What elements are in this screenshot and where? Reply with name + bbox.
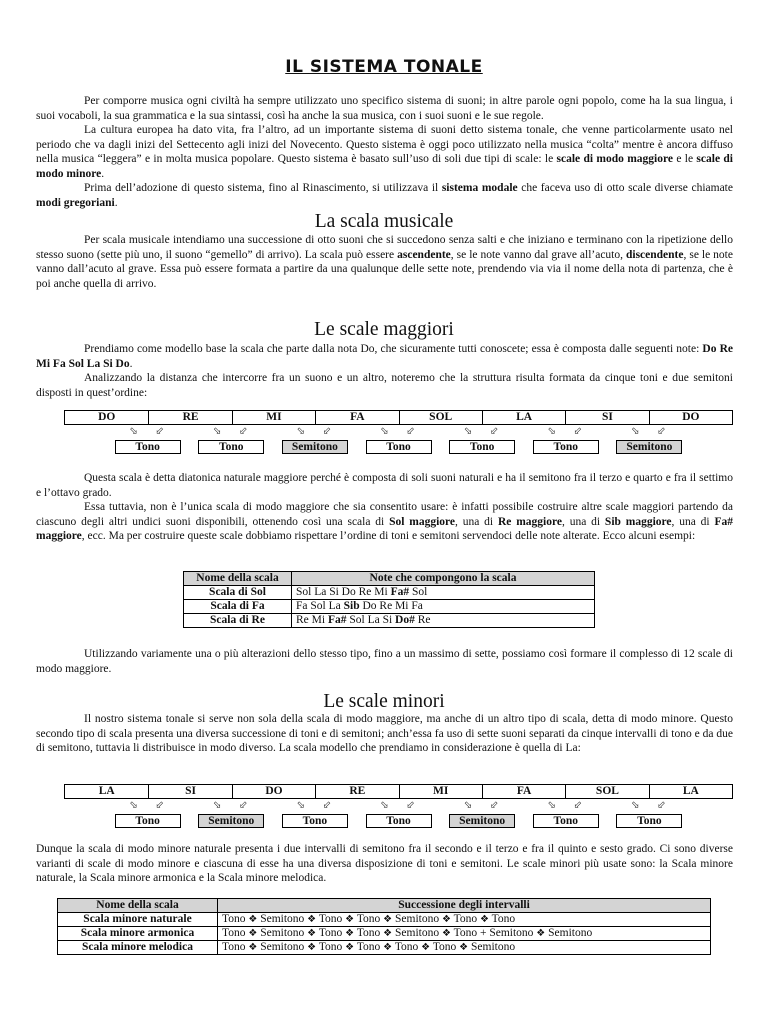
text-run: , se le note vanno dal grave all’acuto, xyxy=(450,248,626,261)
page-title: IL SISTEMA TONALE xyxy=(285,57,483,77)
intro-paragraph-1 xyxy=(36,94,733,123)
bold-text: Do# xyxy=(395,614,415,626)
interval-label: Tono xyxy=(432,941,457,953)
scale-maggiori-intro xyxy=(36,342,733,400)
separator-icon: ❖ xyxy=(383,928,393,939)
arrow-down-left-icon: ⬃ xyxy=(573,426,582,437)
bold-text: scale di modo minore xyxy=(36,153,733,180)
intro-paragraph-2 xyxy=(36,123,733,181)
text-run: Prendiamo come modello base la scala che parte dalla nota Do, che sicuramente tutti conoscete; essa è composta dalle seguenti note: xyxy=(84,343,703,355)
scale-note: DO xyxy=(98,411,116,423)
scale-name-cell: Scala di Fa xyxy=(184,600,292,614)
tone-step: Tono xyxy=(616,814,682,828)
interval-label: Semitono xyxy=(260,927,305,939)
text-run: . xyxy=(129,357,133,370)
separator-icon: ❖ xyxy=(307,914,317,925)
table-row xyxy=(58,941,711,955)
text-run: , una di xyxy=(561,515,605,528)
separator-icon: ❖ xyxy=(345,928,355,939)
scale-note: FA xyxy=(482,785,565,798)
table-header-row xyxy=(58,899,711,913)
arrow-down-right-icon: ⬂ xyxy=(631,800,640,811)
separator-icon: ❖ xyxy=(248,914,258,925)
text-run: Prima dell’adozione di questo sistema, fino al Rinascimento, si utilizzava il xyxy=(84,182,442,194)
minor-scales-table xyxy=(57,898,711,955)
text-run: , se le note vanno dall’acuto al grave. Essa può essere formata a partire da una qualunque delle sette note, prendendo via via il nome della nota di partenza, che è poi anche quella di arrivo. xyxy=(36,248,733,290)
interval-label: Semitono xyxy=(260,913,305,925)
arrow-down-left-icon: ⬃ xyxy=(155,426,164,437)
separator-icon: ❖ xyxy=(441,928,451,939)
text-run: Sol La Si Do Re Mi xyxy=(296,586,391,598)
arrow-down-right-icon: ⬂ xyxy=(296,800,306,811)
interval-label: Tono xyxy=(453,913,478,925)
scale-notes-strip xyxy=(64,410,733,425)
interval-label: Tono xyxy=(356,927,381,939)
table-header-cell: Nome della scala xyxy=(184,572,292,586)
tone-step: Tono xyxy=(533,440,599,454)
scale-maggiori-paragraph-5 xyxy=(36,647,733,676)
tone-step: Tono xyxy=(449,440,515,454)
scale-note: SI xyxy=(565,411,648,424)
intervals-cell xyxy=(218,941,711,955)
text-run: Per comporre musica ogni civiltà ha sempre utilizzato uno specifico sistema di suoni; in altre parole ogni popolo, come ha la sua lingua, i suoi vocaboli, la sua grammatica e la sua sintassi, così ha anche la sua musica, con i suoi suoni e le sue regole. xyxy=(36,95,733,122)
table-row xyxy=(184,614,595,628)
scale-notes-cell xyxy=(292,586,595,600)
bold-text: Sol maggiore xyxy=(389,515,456,528)
table-header-cell: Successione degli intervalli xyxy=(218,899,711,913)
text-run: e le xyxy=(673,153,697,165)
arrow-down-right-icon: ⬂ xyxy=(380,800,389,811)
bold-text: Sib maggiore xyxy=(604,515,672,528)
semitone-step: Semitono xyxy=(282,440,348,454)
bold-text: Sib xyxy=(343,600,360,612)
scale-maggiori-paragraph-3 xyxy=(36,471,733,500)
text-run: . xyxy=(101,167,105,180)
interval-label: Semitono xyxy=(395,927,440,939)
arrow-down-right-icon: ⬂ xyxy=(631,426,640,437)
text-run: La cultura europea ha dato vita, fra l’altro, ad un importante sistema di suoni detto sistema tonale, che venne particolarmente usato nel periodo che va dagli inizi del Settecento agli inizi del Novecento. Questo sistema è oggi poco utilizzato nella musica “colta” mentre è ancora diffuso nella musica “leggera” e in molta musica popolare. Questo sistema è basato sull’uso di soli due tipi di scale: le xyxy=(36,124,733,165)
semitone-step: Semitono xyxy=(198,814,264,828)
scale-minori-body xyxy=(36,842,733,886)
separator-icon: ❖ xyxy=(307,942,317,953)
arrow-down-right-icon: ⬂ xyxy=(547,426,556,437)
tone-step: Tono xyxy=(366,440,432,454)
scale-note: DO xyxy=(649,411,732,424)
scale-name-cell: Scala minore armonica xyxy=(58,927,218,941)
text-run: Analizzando la distanza che intercorre fra un suono e un altro, noteremo che la struttura risulta formata da cinque toni e due semitoni disposti in quest’ordine: xyxy=(36,372,733,399)
text-run: Fa Sol La xyxy=(296,600,344,612)
bold-text: Do Re Mi Fa Sol La Si Do xyxy=(36,343,733,370)
arrow-down-left-icon: ⬃ xyxy=(573,800,582,811)
separator-icon: ❖ xyxy=(536,928,546,939)
scale-maggiori-closing xyxy=(36,647,733,676)
arrow-down-right-icon: ⬂ xyxy=(213,426,222,437)
text-run: , una di xyxy=(671,515,715,528)
intervals-cell xyxy=(218,913,711,927)
scale-note: MI xyxy=(232,411,315,424)
text-run: Dunque la scala di modo minore naturale presenta i due intervalli di semitono fra il secondo e il terzo e fra il quinto e sesto grado. Ci sono diverse varianti di scale di modo minore e ciascuna di esse ha una diversa disposizione di toni e semitoni. Le scale minori più usate sono: la Scala minore naturale, la Scala minore armonica e la Scala minore melodica. xyxy=(36,843,733,884)
separator-icon: ❖ xyxy=(459,942,469,953)
scale-maggiori-paragraph-2 xyxy=(36,371,733,400)
bold-text: Fa# xyxy=(327,614,347,626)
table-header-cell: Nome della scala xyxy=(58,899,218,913)
section-heading-scala-musicale: La scala musicale xyxy=(314,211,454,232)
scala-musicale-block xyxy=(36,233,733,291)
arrow-down-right-icon: ⬂ xyxy=(129,426,138,437)
bold-text: sistema modale xyxy=(441,182,518,194)
separator-icon: ❖ xyxy=(345,942,355,953)
scale-note: RE xyxy=(148,411,231,424)
arrow-down-left-icon: ⬃ xyxy=(657,800,666,811)
scale-note: MI xyxy=(399,785,482,798)
table-header-row xyxy=(184,572,595,586)
table-header-cell: Note che compongono la scala xyxy=(292,572,595,586)
arrow-down-right-icon: ⬂ xyxy=(463,426,473,437)
arrow-down-left-icon: ⬃ xyxy=(657,426,666,437)
text-run: Re Mi xyxy=(296,614,328,626)
separator-icon: ❖ xyxy=(383,942,393,953)
separator-icon: ❖ xyxy=(345,914,355,925)
interval-label: Tono + Semitono xyxy=(453,927,534,939)
scale-name-cell: Scala minore naturale xyxy=(58,913,218,927)
table-row xyxy=(184,600,595,614)
separator-icon: ❖ xyxy=(307,928,317,939)
scale-note: LA xyxy=(98,785,115,797)
tone-step: Tono xyxy=(282,814,348,828)
arrow-down-left-icon: ⬃ xyxy=(406,426,415,437)
table-row xyxy=(58,913,711,927)
scale-name-cell: Scala di Sol xyxy=(184,586,292,600)
scale-note: SI xyxy=(148,785,231,798)
bold-text: ascendente xyxy=(397,248,451,261)
bold-text: scale di modo maggiore xyxy=(556,153,673,165)
scale-notes-strip xyxy=(64,784,733,799)
arrow-down-left-icon: ⬃ xyxy=(489,426,499,437)
scale-maggiori-paragraph-1 xyxy=(36,342,733,371)
text-run: . xyxy=(114,196,118,209)
table-row xyxy=(184,586,595,600)
text-run: Essa tuttavia, non è l’unica scala di modo maggiore che sia consentito usare: è infatti possibile costruire altre scale maggiori partendo da ciascuno degli altri undici suoni disponibili, ottenendo così una scala di xyxy=(36,501,733,528)
separator-icon: ❖ xyxy=(248,942,258,953)
tone-step: Tono xyxy=(533,814,599,828)
scale-note: RE xyxy=(315,785,398,798)
scale-note: LA xyxy=(649,785,732,798)
scala-musicale-paragraph xyxy=(36,233,733,291)
text-run: Per scala musicale intendiamo una successione di otto suoni che si succedono senza salti e che iniziano e terminano con la ripetizione dello stesso suono (sette più uno, il suono “gemello” di arrivo). La scala può essere xyxy=(36,234,733,261)
semitone-step: Semitono xyxy=(616,440,682,454)
text-run: , ecc. Ma per costruire queste scale dobbiamo rispettare l’ordine di toni e semitoni servendoci delle note alterate. Ecco alcuni esempi: xyxy=(81,530,696,542)
arrow-down-right-icon: ⬂ xyxy=(380,426,389,437)
separator-icon: ❖ xyxy=(383,914,393,925)
scale-note: SOL xyxy=(565,785,648,798)
arrow-down-left-icon: ⬃ xyxy=(239,800,248,811)
bold-text: Fa# xyxy=(390,586,410,598)
arrow-down-right-icon: ⬂ xyxy=(296,426,306,437)
intro-paragraph-3 xyxy=(36,181,733,210)
scale-maggiori-body xyxy=(36,471,733,544)
interval-label: Tono xyxy=(318,941,343,953)
major-scales-table xyxy=(183,571,595,628)
interval-label: Tono xyxy=(356,913,381,925)
text-run: Sol xyxy=(409,586,428,598)
text-run: Do Re Mi Fa xyxy=(359,600,423,612)
scale-note: DO xyxy=(232,785,315,798)
interval-label: Tono xyxy=(394,941,419,953)
text-run: , una di xyxy=(455,515,498,528)
scale-notes-cell xyxy=(292,600,595,614)
tone-step: Tono xyxy=(366,814,432,828)
separator-icon: ❖ xyxy=(441,914,451,925)
intervals-cell xyxy=(218,927,711,941)
scale-note: LA xyxy=(482,411,565,424)
separator-icon: ❖ xyxy=(248,928,258,939)
intro-block xyxy=(36,94,733,210)
semitone-step: Semitono xyxy=(449,814,515,828)
arrow-down-left-icon: ⬃ xyxy=(489,800,499,811)
interval-label: Semitono xyxy=(471,941,516,953)
interval-label: Tono xyxy=(222,927,246,939)
arrow-down-right-icon: ⬂ xyxy=(463,800,473,811)
text-run: Sol La Si xyxy=(346,614,396,626)
section-heading-scale-minori: Le scale minori xyxy=(323,691,445,712)
section-heading-scale-maggiori: Le scale maggiori xyxy=(314,319,454,340)
scale-note: SOL xyxy=(399,411,482,424)
text-run: Questa scala è detta diatonica naturale maggiore perché è composta di soli suoni naturali e ha il semitono fra il terzo e quarto e fra il settimo e l’ottavo grado. xyxy=(36,472,733,499)
interval-label: Tono xyxy=(222,941,246,953)
separator-icon: ❖ xyxy=(479,914,489,925)
arrow-down-right-icon: ⬂ xyxy=(213,800,222,811)
arrow-down-left-icon: ⬃ xyxy=(239,426,248,437)
interval-label: Tono xyxy=(318,927,343,939)
text-run: Utilizzando variamente una o più alterazioni dello stesso tipo, fino a un massimo di sette, possiamo così formare il complesso di 12 scale di modo maggiore. xyxy=(36,648,733,675)
bold-text: discendente xyxy=(625,248,684,261)
scale-name-cell: Scala minore melodica xyxy=(58,941,218,955)
interval-label: Tono xyxy=(356,941,381,953)
arrow-down-left-icon: ⬃ xyxy=(322,800,332,811)
table-row xyxy=(58,927,711,941)
scale-minori-paragraph-1 xyxy=(36,712,733,756)
interval-label: Semitono xyxy=(395,913,440,925)
scale-notes-cell xyxy=(292,614,595,628)
bold-text: modi gregoriani xyxy=(36,196,115,209)
tone-step: Tono xyxy=(115,814,181,828)
text-run: che faceva uso di otto scale diverse chiamate xyxy=(517,182,733,194)
scale-minori-intro xyxy=(36,712,733,756)
tone-step: Tono xyxy=(198,440,264,454)
interval-label: Tono xyxy=(491,913,516,925)
interval-label: Tono xyxy=(222,913,246,925)
bold-text: Re maggiore xyxy=(497,515,562,528)
scale-maggiori-paragraph-4 xyxy=(36,500,733,544)
bold-text: Fa# maggiore xyxy=(36,515,733,542)
scale-note: FA xyxy=(315,411,398,424)
arrow-down-left-icon: ⬃ xyxy=(406,800,415,811)
scale-minori-paragraph-2 xyxy=(36,842,733,886)
arrow-down-left-icon: ⬃ xyxy=(322,426,332,437)
tone-step: Tono xyxy=(115,440,181,454)
scale-name-cell: Scala di Re xyxy=(184,614,292,628)
arrow-down-left-icon: ⬃ xyxy=(155,800,164,811)
interval-label: Tono xyxy=(318,913,343,925)
text-run: Re xyxy=(414,614,431,626)
arrow-down-right-icon: ⬂ xyxy=(129,800,138,811)
arrow-down-right-icon: ⬂ xyxy=(547,800,556,811)
separator-icon: ❖ xyxy=(421,942,431,953)
interval-label: Semitono xyxy=(548,927,593,939)
interval-label: Semitono xyxy=(260,941,305,953)
text-run: Il nostro sistema tonale si serve non sola della scala di modo maggiore, ma anche di un altro tipo di scala, detta di modo minore. Questo secondo tipo di scala presenta una diversa successione di toni e di semitoni; anch’essa fa uso di sette suoni separati da cinque intervalli di tono e da due di semitono, tuttavia li distribuisce in modo diverso. La scala modello che prendiamo in considerazione è quella di La: xyxy=(36,713,733,754)
